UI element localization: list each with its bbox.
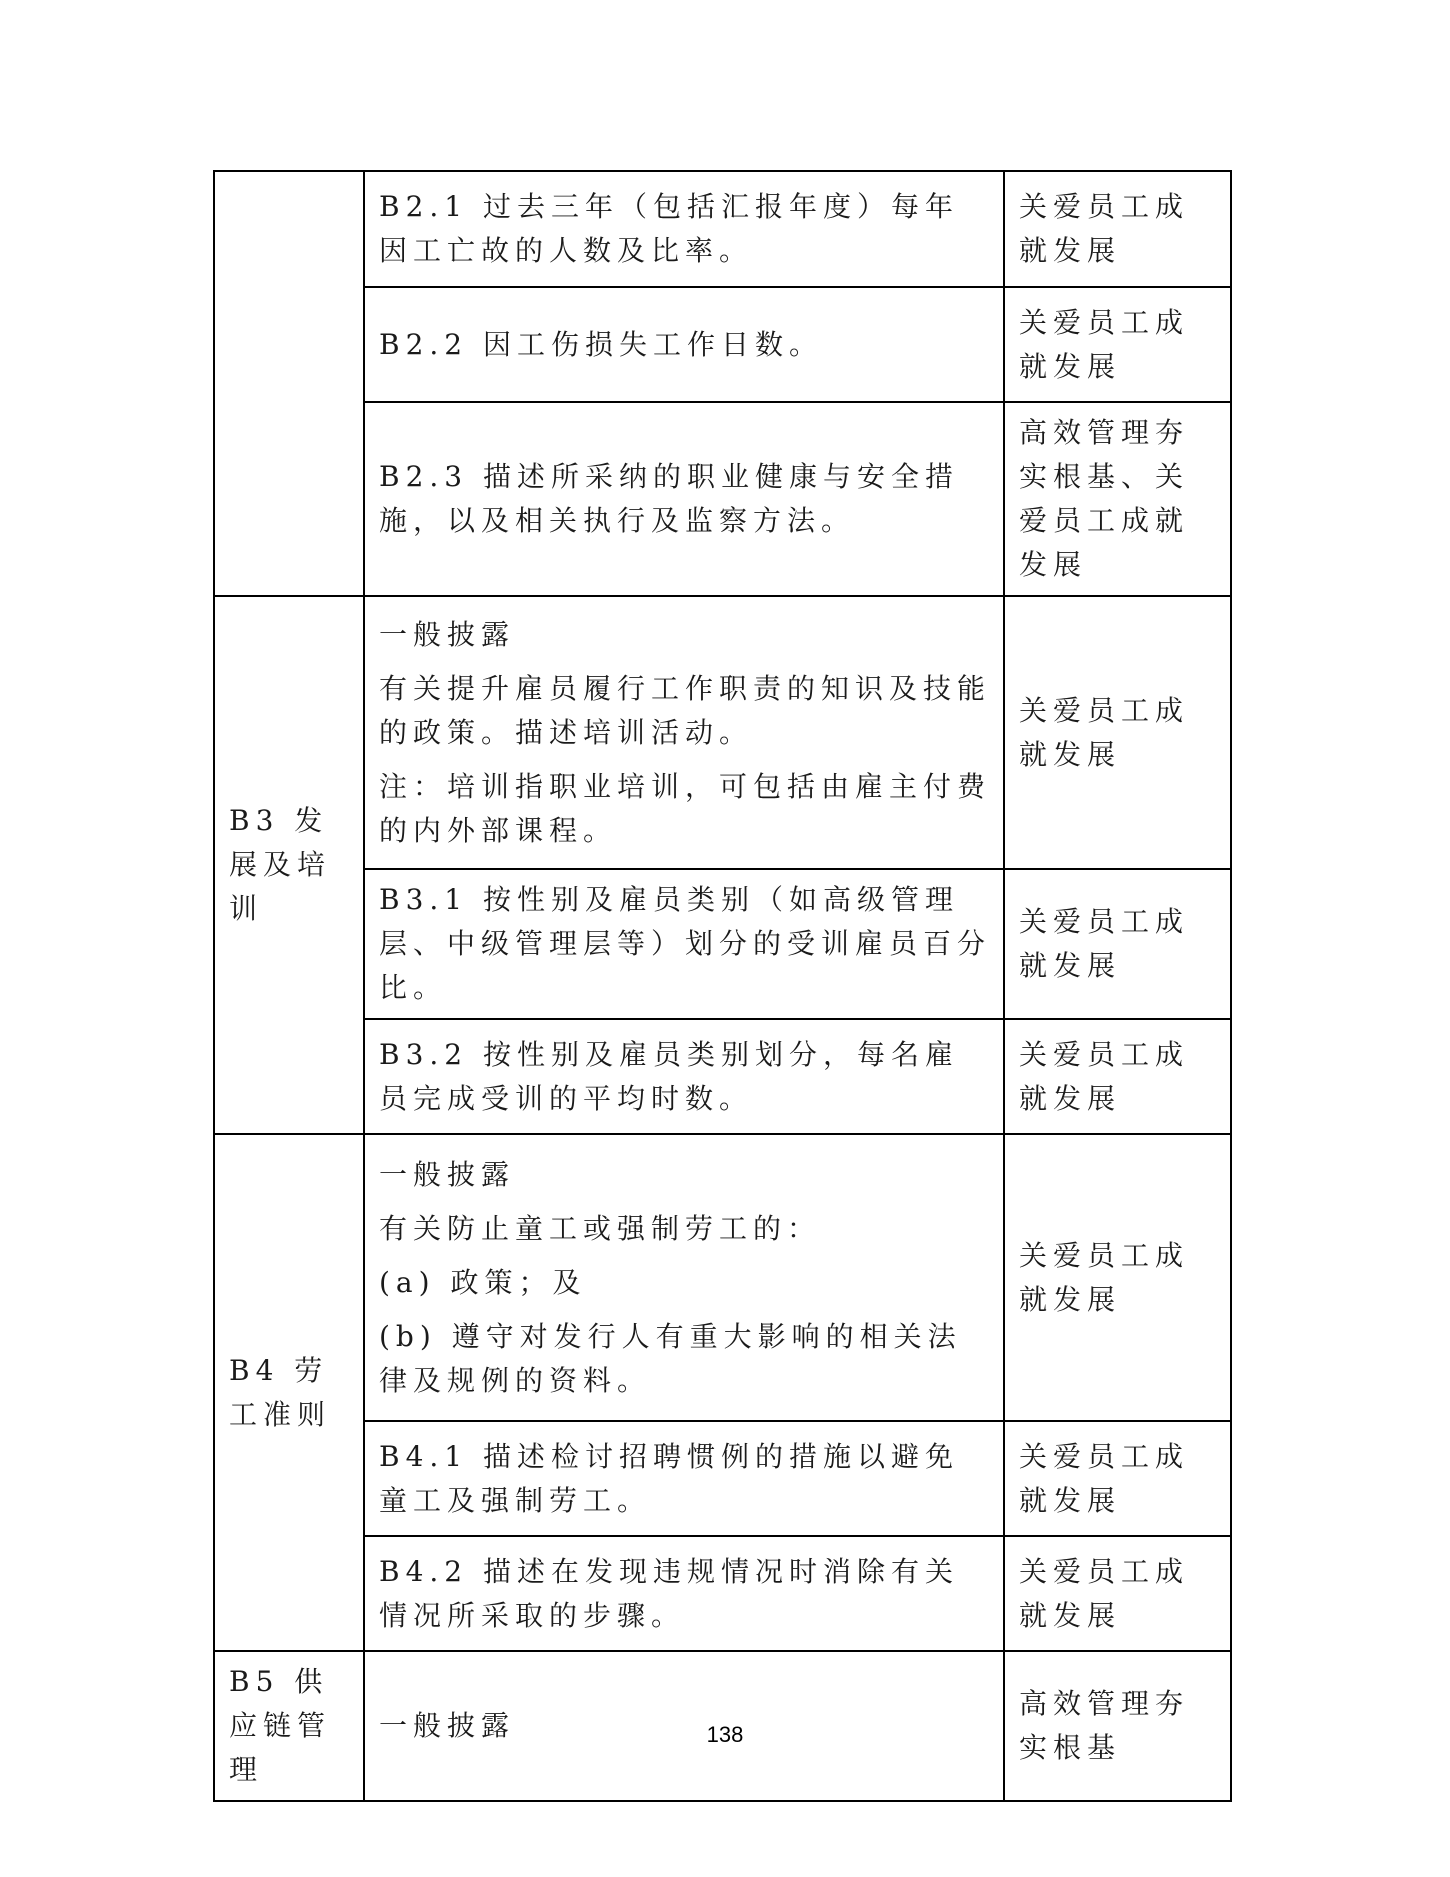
category-cell-b2-continued [214,171,364,596]
content-cell [364,1134,1004,1421]
reference-cell: 关爱员工成就发展 [1004,869,1231,1019]
content-text: B4.2 描述在发现违规情况时消除有关情况所采取的步骤。 [379,1554,960,1632]
content-text: B3.2 按性别及雇员类别划分，每名雇员完成受训的平均时数。 [379,1037,960,1115]
reference-cell: 关爱员工成就发展 [1004,1536,1231,1651]
content-text: 有关提升雇员履行工作职责的知识及技能的政策。描述培训活动。 [379,671,992,749]
content-text: B3.1 按性别及雇员类别（如高级管理层、中级管理层等）划分的受训雇员百分比。 [379,883,992,1004]
note-text: 注：培训指职业培训，可包括由雇主付费的内外部课程。 [379,769,992,847]
category-cell-b4: B4 劳工准则 [214,1134,364,1651]
reference-cell: 关爱员工成就发展 [1004,1134,1231,1421]
content-cell [364,287,1004,402]
reference-cell: 关爱员工成就发展 [1004,171,1231,287]
reference-cell: 关爱员工成就发展 [1004,1421,1231,1536]
general-disclosure-heading: 一般披露 [379,1157,516,1191]
content-text: B2.2 因工伤损失工作日数。 [379,327,824,361]
reference-cell: 高效管理夯实根基、关爱员工成就发展 [1004,402,1231,596]
table-row [214,1421,1231,1536]
content-cell [364,1019,1004,1134]
category-cell-b3: B3 发展及培训 [214,596,364,1134]
table-row [214,171,1231,287]
list-item-b: (b) 遵守对发行人有重大影响的相关法律及规例的资料。 [379,1319,962,1397]
content-text: B2.1 过去三年（包括汇报年度）每年因工亡故的人数及比率。 [379,190,960,267]
content-text: B2.3 描述所采纳的职业健康与安全措施，以及相关执行及监察方法。 [379,460,960,537]
content-cell [364,596,1004,869]
list-item-a: (a) 政策；及 [379,1265,587,1299]
content-cell [364,402,1004,596]
content-text: B4.1 描述检讨招聘惯例的措施以避免童工及强制劳工。 [379,1439,960,1517]
table-row [214,596,1231,869]
category-cell-b5: B5 供应链管理 [214,1651,364,1801]
content-cell [364,869,1004,1019]
reference-cell: 关爱员工成就发展 [1004,287,1231,402]
reference-cell: 关爱员工成就发展 [1004,1019,1231,1134]
disclosure-index-table [213,170,1232,1802]
content-text: 有关防止童工或强制劳工的： [379,1211,822,1245]
content-cell [364,1421,1004,1536]
content-cell [364,171,1004,287]
page-number: 138 [706,1722,744,1747]
reference-cell: 关爱员工成就发展 [1004,596,1231,869]
table-row [214,287,1231,402]
table-row [214,402,1231,596]
table-row [214,1536,1231,1651]
content-cell [364,1536,1004,1651]
table-row [214,1019,1231,1134]
table-row [214,1134,1231,1421]
reference-cell: 高效管理夯实根基 [1004,1651,1231,1801]
general-disclosure-heading: 一般披露 [379,1709,516,1742]
table-row [214,869,1231,1019]
general-disclosure-heading: 一般披露 [379,617,516,651]
